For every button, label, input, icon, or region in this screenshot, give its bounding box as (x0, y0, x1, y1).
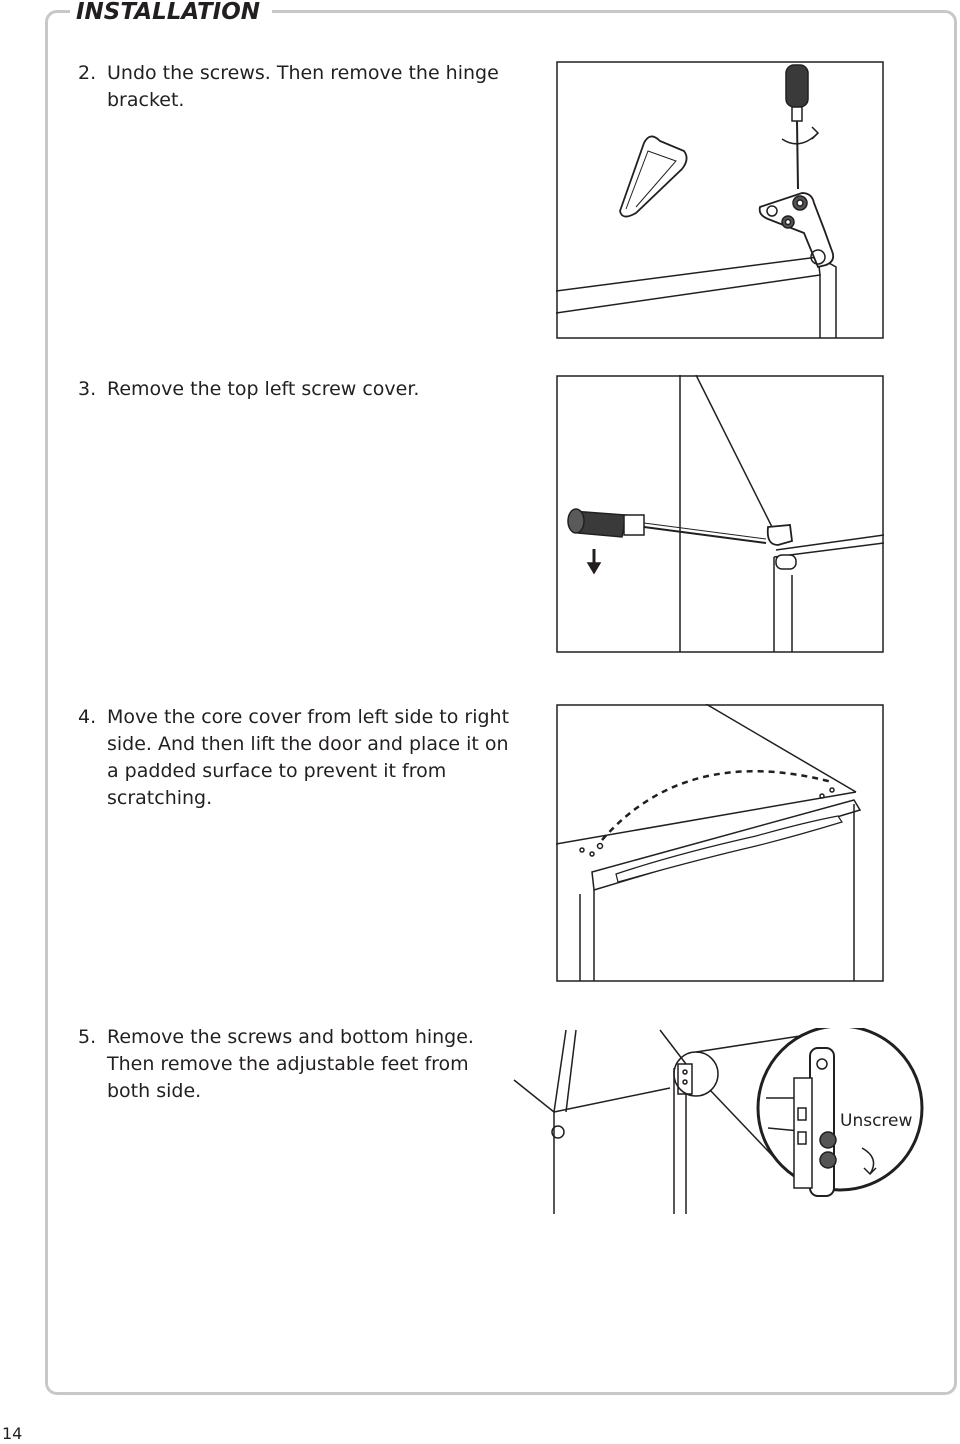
step-2 (78, 60, 518, 114)
screw-cover-icon (620, 136, 687, 216)
figure-bottom-hinge (510, 1028, 930, 1214)
down-arrow-icon (588, 549, 600, 573)
section-title: INSTALLATION (70, 0, 272, 28)
step-text: Move the core cover from left side to right side. And then lift the door and place it on a padded surface to prevent it from scratching. (107, 706, 510, 809)
screwdriver-icon (568, 509, 766, 543)
hinge-bracket-icon (760, 193, 833, 267)
step-3 (78, 376, 518, 403)
page-number: 14 (2, 1424, 23, 1443)
step-text: Remove the top left screw cover. (107, 378, 420, 400)
screwdriver-icon (786, 65, 808, 189)
step-number: 5. (78, 1026, 97, 1048)
step-text: Undo the screws. Then remove the hinge bracket. (107, 62, 499, 111)
unscrew-label: Unscrew (840, 1111, 913, 1131)
step-text: Remove the screws and bottom hinge. Then remove the adjustable feet from both side. (107, 1026, 474, 1102)
rotate-arrow-icon (782, 127, 818, 144)
step-5 (78, 1024, 508, 1105)
figure-hinge-bracket (556, 61, 884, 339)
figure-screw-cover (556, 375, 884, 653)
figure-core-cover (556, 704, 884, 982)
step-number: 2. (78, 62, 97, 84)
step-number: 4. (78, 706, 97, 728)
step-number: 3. (78, 378, 97, 400)
step-4 (78, 704, 518, 812)
